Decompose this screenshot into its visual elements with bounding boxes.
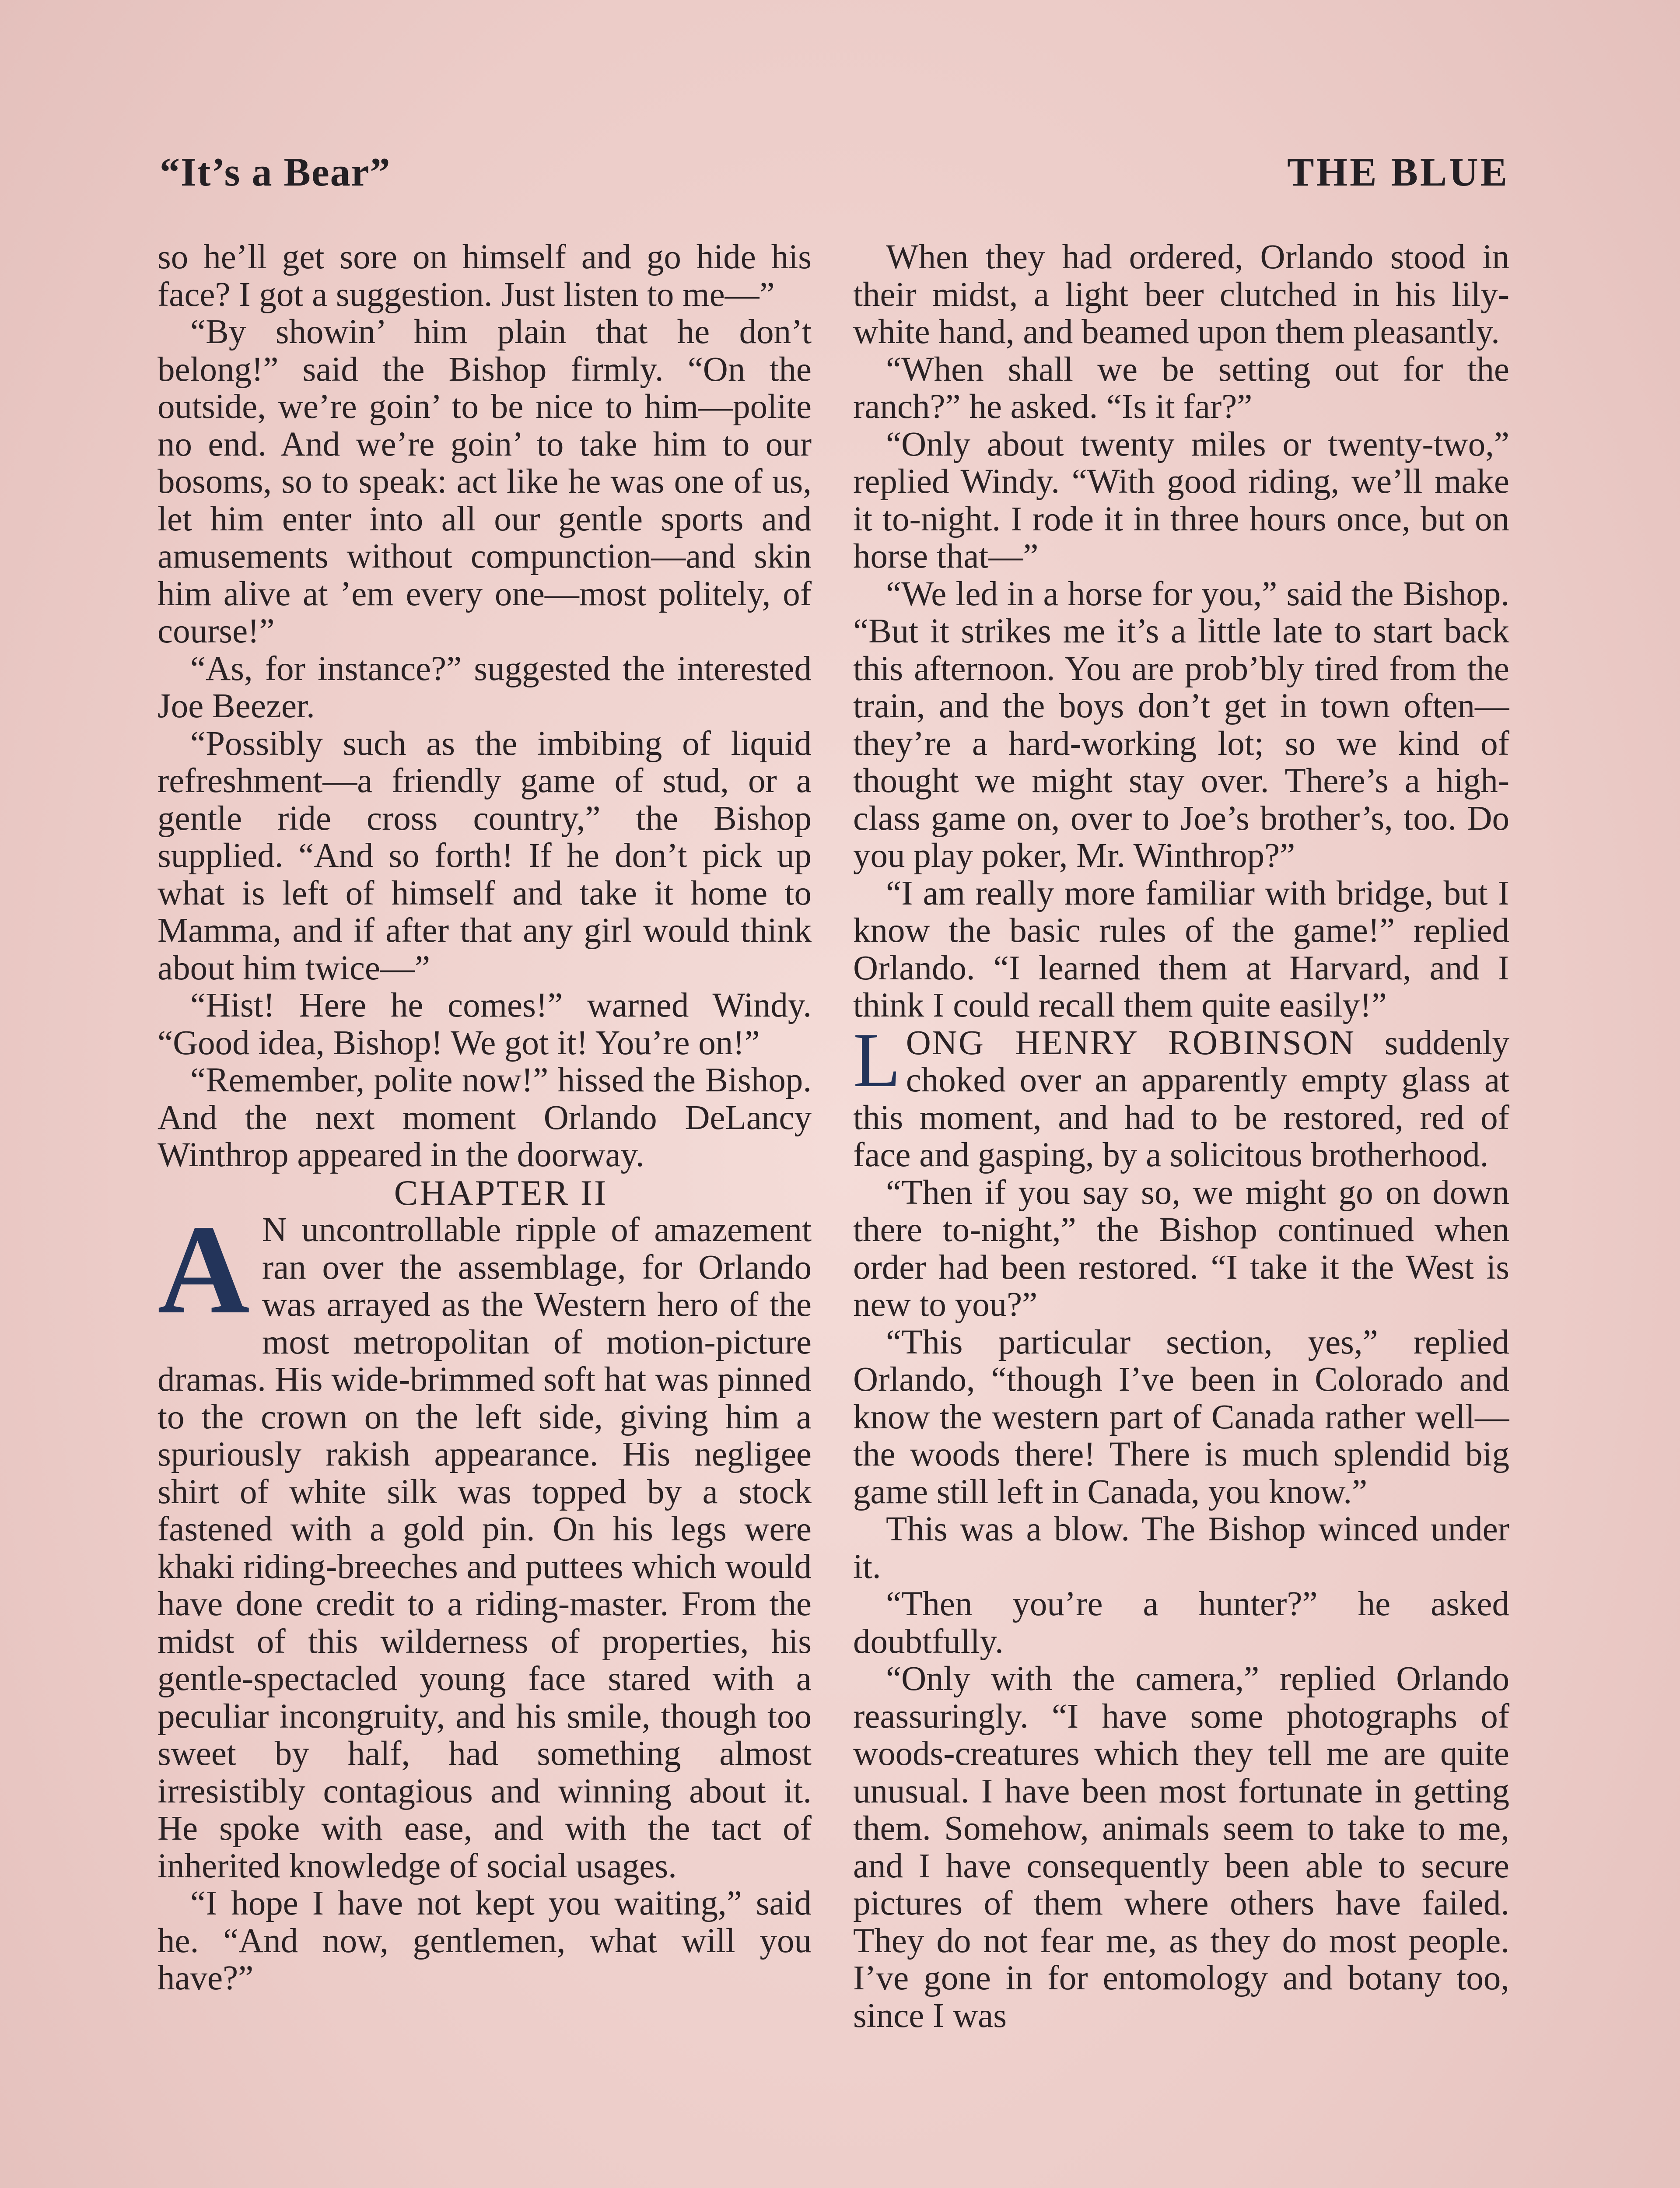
paragraph: “Only with the camera,” replied Orlando reassuringly. “I have some photographs of woods-creatures which they tell me are quite unusual. I have been most fortunate in getting them. Somehow, animals seem to take to me, and I have consequently been able to secure pictures of them where others have failed. They do not fear me, as they do most people. I’ve gone in for entomology and botany too, since I was [853, 1660, 1509, 2035]
paragraph: “We led in a horse for you,” said the Bishop. “But it strikes me it’s a little late to start back this afternoon. You are prob’bly tired from the train, and the boys don’t get in town often—they’re a hard-working lot; so we kind of thought we might stay over. There’s a high-class game on, over to Joe’s brother’s, too. Do you play poker, Mr. Winthrop?” [853, 575, 1509, 875]
story-title-header: “It’s a Bear” [160, 150, 391, 194]
paragraph: “Then if you say so, we might go on down there to-night,” the Bishop continued when order had been restored. “I take it the West is new to you?” [853, 1173, 1509, 1324]
paragraph: “I am really more familiar with bridge, but I know the basic rules of the game!” replied Orlando. “I learned them at Harvard, and I think I could recall them quite easily!” [853, 874, 1509, 1024]
drop-cap-letter: A [158, 1199, 250, 1340]
paragraph: “I hope I have not kept you waiting,” said he. “And now, gentlemen, what will you have?” [158, 1884, 812, 1997]
paragraph: so he’ll get sore on himself and go hide his face? I got a suggestion. Just listen to me—” [158, 238, 812, 314]
chapter-opening-text: N uncontrollable ripple of amazement ran over the assemblage, for Orlando was arrayed as the Western hero of the most metropolitan of motion-picture dramas. His wide-brimmed soft hat was pinned to the crown on the left side, giving him a spuriously rakish appearance. His negligee shirt of white silk was topped by a stock fastened with a gold pin. On his legs were khaki riding-breeches and puttees which would have done credit to a riding-master. From the midst of this wilderness of properties, his gentle-spectacled young face stared with a peculiar incongruity, and his smile, though too sweet by half, had something almost irresistibly contagious and winning about it. He spoke with ease, and with the tact of inherited knowledge of social usages. [158, 1211, 812, 1885]
paragraph: “Possibly such as the imbibing of liquid refreshment—a friendly game of stud, or a gentle ride cross country,” the Bishop supplied. “And so forth! If he don’t pick up what is left of himself and take it home to Mamma, and if after that any girl would think about him twice—” [158, 724, 812, 987]
paragraph: When they had ordered, Orlando stood in their midst, a light beer clutched in his lily-white hand, and beamed upon them pleasantly. [853, 238, 1509, 351]
section-opening-text: suddenly choked over an apparently empty glass at this moment, and had to be restored, red of face and gasping, by a solicitous brotherhood. [853, 1024, 1509, 1174]
paragraph: “Then you’re a hunter?” he asked doubtfully. [853, 1585, 1509, 1661]
section-opening-paragraph [853, 1016, 1509, 1174]
paragraph: “By showin’ him plain that he don’t belong!” said the Bishop firmly. “On the outside, we’re goin’ to be nice to him—polite no end. And we’re goin’ to take him to our bosoms, so to speak: act like he was one of us, let him enter into all our gentle sports and amusements without compunction—and skin him alive at ’em every one—most politely, of course!” [158, 313, 812, 650]
paragraph: “Hist! Here he comes!” warned Windy. “Good idea, Bishop! We got it! You’re on!” [158, 986, 812, 1062]
chapter-heading: CHAPTER II [394, 1172, 608, 1213]
magazine-title-header: THE BLUE [1287, 150, 1509, 194]
running-header [160, 149, 1509, 201]
paragraph: “Only about twenty miles or twenty-two,” replied Windy. “With good riding, we’ll make it to-night. I rode it in three hours once, but on horse that—” [853, 425, 1509, 575]
paragraph: “As, for instance?” suggested the interested Joe Beezer. [158, 649, 812, 725]
section-smallcaps-name: ONG HENRY ROBINSON [906, 1024, 1355, 1062]
paragraph: This was a blow. The Bishop winced under it. [853, 1510, 1509, 1586]
paragraph: “This particular section, yes,” replied Orlando, “though I’ve been in Colorado and know the western part of Canada rather well—the woods there! There is much splendid big game still left in Canada, you know.” [853, 1323, 1509, 1511]
drop-cap-letter: L [853, 1016, 901, 1103]
left-column [158, 238, 812, 2188]
paragraph: “Remember, polite now!” hissed the Bishop. And the next moment Orlando DeLancy Winthrop appeared in the doorway. [158, 1061, 812, 1174]
right-column [853, 238, 1509, 2188]
chapter-opening-paragraph [158, 1199, 812, 1885]
paragraph: “When shall we be setting out for the ranch?” he asked. “Is it far?” [853, 350, 1509, 426]
